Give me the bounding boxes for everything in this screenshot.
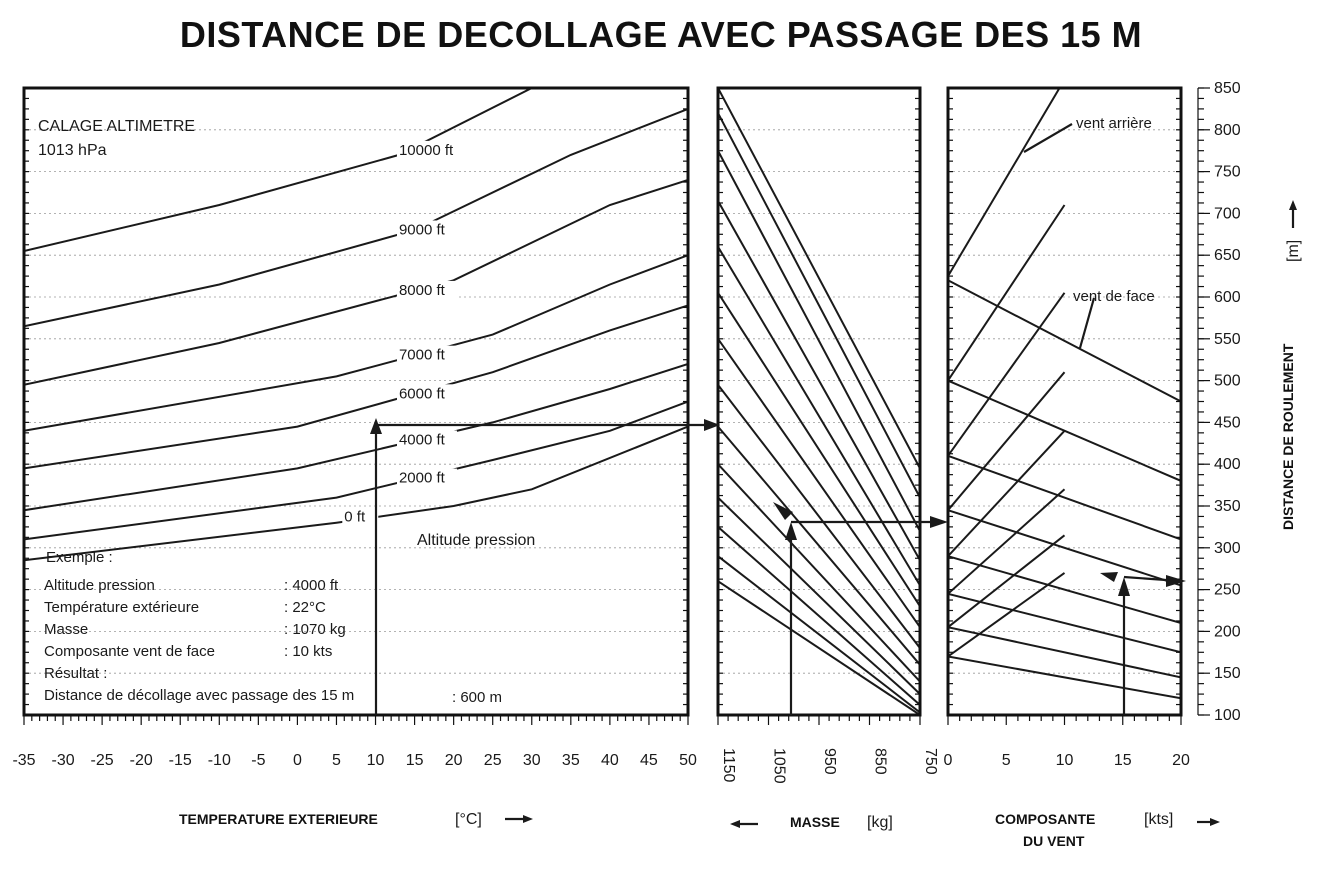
x-tick-label: 10 <box>1055 752 1074 769</box>
temperature-axis-arrowhead <box>523 815 533 823</box>
calage-value: 1013 hPa <box>38 142 107 159</box>
example-row-label: Altitude pression <box>44 577 155 594</box>
y-tick-label: 600 <box>1214 289 1241 306</box>
altitude-pression-label: Altitude pression <box>417 532 536 549</box>
mass-curve <box>718 247 920 586</box>
mass-axis-arrowhead <box>730 820 740 828</box>
mass-curve <box>718 527 920 705</box>
x-tick-label: 1150 <box>720 748 737 783</box>
x-tick-label: 25 <box>483 752 502 769</box>
headwind-label: vent de face <box>1073 288 1155 305</box>
y-tick-label: 300 <box>1214 539 1241 557</box>
x-tick-label: -10 <box>207 752 231 769</box>
altitude-curve-label: 0 ft <box>344 508 366 526</box>
y-tick-label: 200 <box>1214 623 1241 641</box>
tailwind-curve <box>948 293 1065 456</box>
x-tick-label: 5 <box>332 752 341 769</box>
y-tick-label: 500 <box>1214 372 1241 390</box>
tailwind-curve <box>948 535 1065 627</box>
y-tick-label: 100 <box>1214 707 1241 724</box>
x-tick-label: -20 <box>129 752 153 769</box>
x-tick-label: 950 <box>821 748 838 775</box>
example-path <box>370 124 1186 715</box>
tailwind-curve <box>948 80 1065 277</box>
y-tick-label: 450 <box>1214 414 1241 432</box>
mass-curve <box>718 427 920 665</box>
calage-label: CALAGE ALTIMETRE <box>38 118 196 135</box>
temperature-axis-unit: [°C] <box>455 811 482 828</box>
wind-curves <box>948 80 1181 699</box>
headwind-curve <box>948 594 1181 653</box>
altitude-curve-label: 6000 ft <box>398 385 445 403</box>
result-heading: Résultat : <box>44 665 108 682</box>
example-arrowhead-wind-curve <box>1100 572 1118 582</box>
y-tick-label: 650 <box>1214 247 1241 265</box>
altitude-curve <box>24 88 610 251</box>
altitude-curve-label: 4000 ft <box>398 431 445 449</box>
x-tick-label: 30 <box>522 752 541 769</box>
x-tick-label: 20 <box>444 752 463 769</box>
altitude-curve-label: 7000 ft <box>398 346 445 364</box>
tailwind-label: vent arrière <box>1076 115 1152 132</box>
distance-axis-title: DISTANCE DE ROULEMENT <box>1280 343 1296 530</box>
altitude-curve <box>24 305 688 468</box>
x-tick-label: 5 <box>1001 752 1011 769</box>
x-tick-label: 0 <box>943 752 953 769</box>
distance-axis-arrowhead <box>1289 200 1297 210</box>
tailwind-curve <box>948 205 1065 381</box>
altitude-curve <box>24 180 688 385</box>
altitude-curve-label: 9000 ft <box>398 221 445 239</box>
temperature-panel-frame <box>24 88 688 715</box>
y-tick-label: 150 <box>1214 665 1241 683</box>
example-arrowhead-to-wind <box>930 516 948 528</box>
y-tick-label: 800 <box>1214 121 1241 139</box>
headwind-curve <box>948 657 1181 699</box>
example-arrowhead-wind-up <box>1118 577 1130 596</box>
altitude-curve-labels <box>342 141 465 526</box>
y-tick-label: 750 <box>1214 163 1241 181</box>
wind-axis-title-line2: DU VENT <box>1023 833 1085 849</box>
headwind-pointer <box>1080 298 1094 348</box>
wind-panel-frame <box>948 88 1181 715</box>
result-value: : 600 m <box>452 689 503 706</box>
altitude-curve-label: 2000 ft <box>398 469 445 487</box>
example-row-label: Température extérieure <box>44 599 200 616</box>
axis-tick-labels <box>12 80 1240 784</box>
headwind-curve <box>948 556 1181 623</box>
tailwind-pointer <box>1024 124 1072 152</box>
example-row-value: : 10 kts <box>284 643 333 660</box>
distance-axis-unit: [m] <box>1285 239 1302 262</box>
wind-axis-title: COMPOSANTE <box>995 811 1096 827</box>
x-tick-label: 15 <box>1113 752 1132 769</box>
mass-curve <box>718 113 920 498</box>
chart-title: DISTANCE DE DECOLLAGE AVEC PASSAGE DES 15 M <box>179 14 1143 55</box>
temperature-axis-title: TEMPERATURE EXTERIEURE <box>179 811 378 827</box>
x-tick-label: -15 <box>168 752 192 769</box>
altitude-curve <box>24 255 688 431</box>
x-tick-label: 10 <box>366 752 385 769</box>
mass-curve <box>718 556 920 712</box>
mass-curve <box>718 498 920 694</box>
x-tick-label: -30 <box>51 752 75 769</box>
x-tick-label: 45 <box>640 752 658 769</box>
mass-axis-unit: [kg] <box>867 814 893 831</box>
headwind-curve <box>948 627 1181 677</box>
axis-ticks <box>24 88 1210 725</box>
tailwind-curve <box>948 573 1065 657</box>
x-tick-label: -35 <box>12 752 36 769</box>
x-tick-label: 50 <box>679 752 697 769</box>
x-tick-label: 35 <box>561 752 580 769</box>
result-label: Distance de décollage avec passage des 15 m <box>44 687 355 704</box>
y-tick-label: 400 <box>1214 456 1241 474</box>
example-row-value: : 4000 ft <box>284 577 339 594</box>
y-tick-label: 350 <box>1214 498 1241 515</box>
x-tick-label: 850 <box>871 748 889 775</box>
y-tick-label: 700 <box>1214 205 1241 223</box>
mass-panel-frame <box>718 88 920 715</box>
y-tick-label: 550 <box>1214 330 1241 348</box>
example-heading: Exemple : <box>46 549 113 566</box>
y-tick-label: 850 <box>1214 80 1241 97</box>
x-tick-label: -25 <box>90 752 114 769</box>
mass-axis-title: MASSE <box>790 814 840 830</box>
wind-axis-arrowhead <box>1210 818 1220 826</box>
altitude-curve-label: 8000 ft <box>398 281 445 299</box>
altitude-curve-label: 10000 ft <box>398 141 454 159</box>
example-arrowhead-result <box>1166 575 1186 587</box>
mass-curve <box>718 88 920 468</box>
x-tick-label: 750 <box>922 748 939 775</box>
x-tick-label: -5 <box>251 752 266 769</box>
x-tick-label: 20 <box>1172 752 1190 769</box>
x-tick-label: 0 <box>292 752 302 769</box>
mass-curve <box>718 385 920 648</box>
example-row-value: : 22°C <box>284 599 326 616</box>
altitude-curves <box>24 88 688 560</box>
example-row-label: Composante vent de face <box>44 643 215 660</box>
headwind-curve <box>948 381 1181 481</box>
x-tick-label: 1050 <box>770 748 788 784</box>
example-row-value: : 1070 kg <box>284 621 346 638</box>
example-arrowhead-mass-up <box>785 522 797 540</box>
mass-curves <box>718 88 920 715</box>
example-row-label: Masse <box>44 621 89 638</box>
x-tick-label: 40 <box>600 752 619 769</box>
tailwind-curve <box>948 431 1065 556</box>
tailwind-curve <box>948 372 1065 510</box>
wind-axis-unit: [kts] <box>1144 811 1174 828</box>
y-tick-label: 250 <box>1214 581 1241 599</box>
x-tick-label: 15 <box>405 752 424 769</box>
